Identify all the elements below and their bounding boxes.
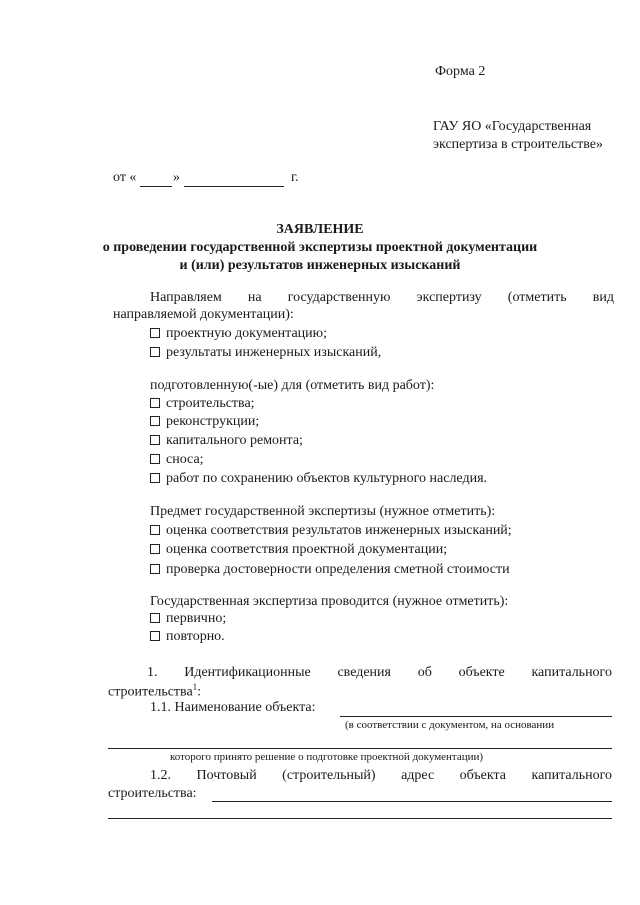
work-intro: подготовленную(-ые) для (отметить вид работ): — [150, 378, 435, 393]
checkbox-item[interactable] — [150, 562, 510, 578]
date-month-year-field[interactable] — [184, 186, 284, 187]
date-day-field[interactable] — [140, 186, 172, 187]
address-label-line1 — [150, 768, 612, 784]
section1-word: об — [417, 665, 432, 680]
date-mid: » — [173, 170, 180, 185]
address-word: Почтовый — [196, 768, 257, 783]
direct-word: (отметить — [507, 290, 567, 305]
section1-word: Идентификационные — [184, 665, 311, 680]
checkbox-icon[interactable] — [150, 544, 160, 554]
checkbox-label: проверка достоверности определения сметной стоимости — [166, 562, 510, 577]
checkbox-icon[interactable] — [150, 631, 160, 641]
address-word: адрес — [401, 768, 435, 783]
form-label: Форма 2 — [435, 64, 486, 79]
checkbox-label: проектную документацию; — [166, 326, 328, 341]
checkbox-item[interactable] — [150, 611, 226, 627]
object-name-field-line2[interactable] — [108, 748, 612, 749]
subject-intro: Предмет государственной экспертизы (нужное отметить): — [150, 504, 496, 519]
org-name-line2: экспертиза в строительстве» — [433, 137, 603, 152]
address-field-line2[interactable] — [108, 818, 612, 819]
checkbox-icon[interactable] — [150, 347, 160, 357]
object-name-label: 1.1. Наименование объекта: — [150, 700, 316, 715]
address-word: объекта — [459, 768, 507, 783]
document-subtitle-line1: о проведении государственной экспертизы проектной документации — [102, 240, 538, 255]
direct-word: Направляем — [150, 290, 222, 305]
checkbox-label: повторно. — [166, 629, 225, 644]
section1-heading-text: строительства — [108, 684, 193, 700]
address-label-line2: строительства: — [108, 786, 197, 801]
document-subtitle-line2: и (или) результатов инженерных изысканий — [179, 258, 461, 273]
checkbox-label: первично; — [166, 611, 227, 626]
address-field[interactable] — [212, 801, 612, 802]
section1-heading-line1 — [147, 665, 612, 681]
type-intro: Государственная экспертиза проводится (нужное отметить): — [150, 594, 509, 609]
checkbox-icon[interactable] — [150, 525, 160, 535]
checkbox-icon[interactable] — [150, 473, 160, 483]
section1-word: объекте — [458, 665, 505, 680]
checkbox-label: оценка соответствия проектной документации; — [166, 542, 448, 557]
checkbox-icon[interactable] — [150, 398, 160, 408]
checkbox-item[interactable] — [150, 523, 512, 539]
checkbox-icon[interactable] — [150, 454, 160, 464]
document-title: ЗАЯВЛЕНИЕ — [276, 222, 364, 237]
checkbox-icon[interactable] — [150, 435, 160, 445]
direct-intro-line1 — [150, 290, 614, 306]
section1-word: сведения — [337, 665, 391, 680]
footnote-mark: 1 — [192, 682, 198, 692]
date-prefix: от « — [113, 170, 137, 185]
checkbox-item[interactable] — [150, 542, 447, 558]
checkbox-label: строительства; — [166, 396, 255, 411]
object-name-field[interactable] — [340, 716, 612, 717]
checkbox-label: реконструкции; — [166, 414, 260, 429]
checkbox-item[interactable] — [150, 433, 303, 449]
checkbox-item[interactable] — [150, 629, 225, 645]
section1-word: капитального — [531, 665, 612, 680]
checkbox-item[interactable] — [150, 414, 259, 430]
section1-word: 1. — [147, 665, 158, 680]
section1-heading-colon: : — [197, 684, 202, 700]
date-line — [113, 170, 136, 186]
direct-word: на — [247, 290, 262, 305]
checkbox-item[interactable] — [150, 345, 381, 361]
checkbox-item[interactable] — [150, 326, 327, 342]
address-word: капитального — [531, 768, 612, 783]
checkbox-item[interactable] — [150, 396, 255, 412]
section1-heading-line2 — [108, 682, 201, 701]
checkbox-item[interactable] — [150, 471, 487, 487]
org-name-line1: ГАУ ЯО «Государственная — [433, 119, 592, 134]
direct-word: вид — [592, 290, 614, 305]
checkbox-icon[interactable] — [150, 613, 160, 623]
checkbox-icon[interactable] — [150, 328, 160, 338]
address-word: (строительный) — [282, 768, 376, 783]
checkbox-label: оценка соответствия результатов инженерных изысканий; — [166, 523, 512, 538]
address-word: 1.2. — [150, 768, 171, 783]
date-suffix: г. — [291, 170, 299, 185]
object-name-hint: (в соответствии с документом, на основании — [345, 719, 555, 731]
object-name-hint-line2: которого принято решение о подготовке проектной документации) — [170, 751, 484, 763]
checkbox-icon[interactable] — [150, 564, 160, 574]
direct-word: экспертизу — [416, 290, 482, 305]
direct-word: государственную — [287, 290, 391, 305]
checkbox-icon[interactable] — [150, 416, 160, 426]
direct-intro-line2: направляемой документации): — [113, 307, 294, 322]
checkbox-label: сноса; — [166, 452, 204, 467]
checkbox-label: результаты инженерных изысканий, — [166, 345, 382, 360]
checkbox-item[interactable] — [150, 452, 204, 468]
checkbox-label: капитального ремонта; — [166, 433, 303, 448]
checkbox-label: работ по сохранению объектов культурного наследия. — [166, 471, 488, 486]
